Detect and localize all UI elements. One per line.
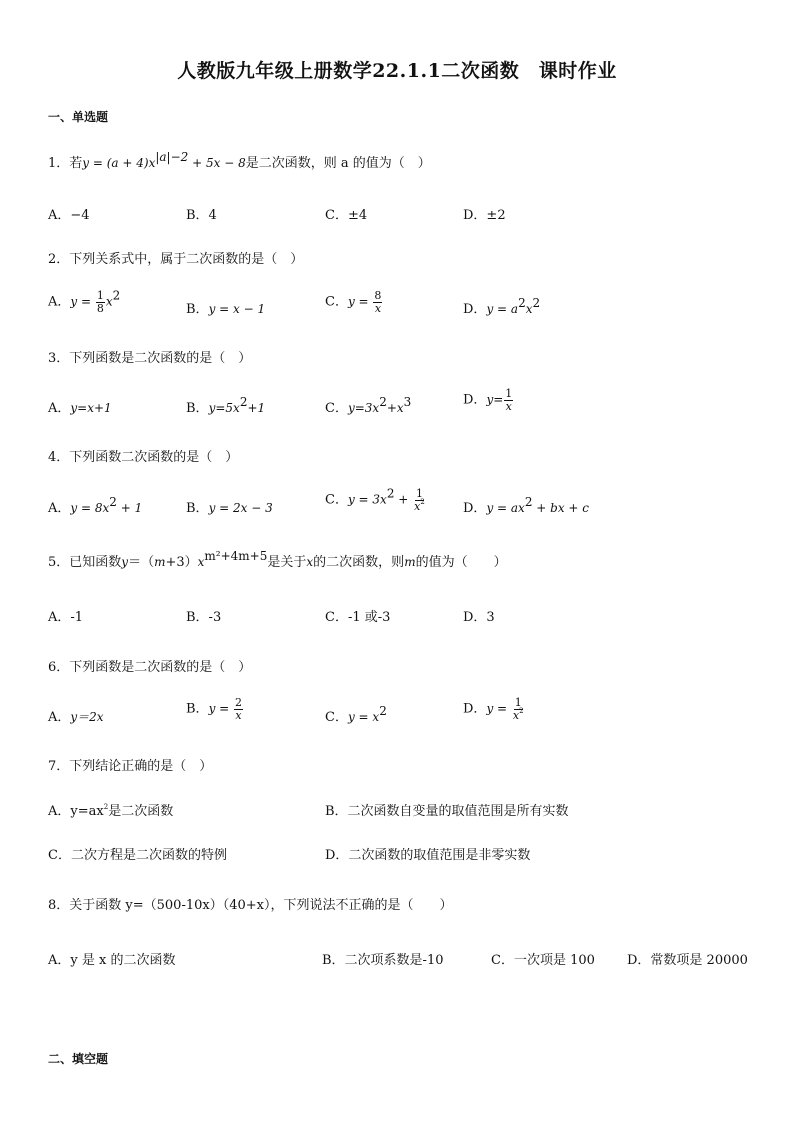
q6-option-d-fraction bbox=[512, 697, 525, 721]
q1-number: 1．若 bbox=[48, 156, 83, 171]
q5-option-d[interactable]: D．3 bbox=[463, 610, 495, 625]
q7-option-a-post: 是二次函数 bbox=[108, 804, 174, 819]
q6-option-c-label: C． bbox=[325, 710, 348, 725]
q6-option-d-label: D． bbox=[463, 701, 487, 717]
q6-option-a[interactable] bbox=[48, 706, 104, 725]
q2-option-a-label: A． bbox=[48, 294, 71, 310]
q2-option-c-label: C． bbox=[325, 294, 348, 310]
question-1 bbox=[48, 152, 431, 171]
fraction-denominator: x bbox=[374, 301, 382, 315]
fraction-denominator bbox=[512, 706, 525, 722]
q4-option-b[interactable] bbox=[186, 497, 273, 516]
q4-option-c-fraction bbox=[413, 488, 426, 512]
q6-option-b[interactable] bbox=[186, 697, 244, 721]
q4-option-c-mid: + bbox=[394, 492, 413, 507]
q8-option-b[interactable]: B．二次项系数是-10 bbox=[322, 953, 444, 968]
fraction-denominator bbox=[413, 497, 426, 513]
q3-option-c-exp2: 3 bbox=[403, 395, 412, 409]
q3-option-c-mid: +x bbox=[386, 401, 404, 415]
question-2: 2．下列关系式中，属于二次函数的是（ ） bbox=[48, 252, 304, 267]
fraction-numerator: 8 bbox=[374, 289, 382, 302]
question-7: 7．下列结论正确的是（ ） bbox=[48, 759, 213, 774]
q2-option-c-pre: y = bbox=[347, 294, 373, 309]
q4-option-a[interactable] bbox=[48, 497, 142, 516]
fraction-denominator-var: x bbox=[512, 708, 520, 722]
q6-option-c[interactable] bbox=[325, 706, 387, 725]
q4-option-d-post: + bx + c bbox=[532, 501, 590, 515]
q3-option-b-label: B． bbox=[186, 401, 209, 416]
fraction-denominator: x bbox=[505, 399, 512, 413]
q7-option-b[interactable]: B．二次函数自变量的取值范围是所有实数 bbox=[325, 804, 569, 819]
q7-option-c[interactable]: C．二次方程是二次函数的特例 bbox=[48, 848, 227, 863]
q6-option-b-label: B． bbox=[186, 701, 209, 717]
q3-option-d-pre: y= bbox=[486, 392, 504, 407]
q3-option-c-pre: y=3x bbox=[347, 401, 380, 415]
q4-option-d-pre: y = ax bbox=[486, 501, 525, 515]
q3-option-b-exp: 2 bbox=[239, 395, 248, 409]
q4-option-a-label: A． bbox=[48, 501, 71, 516]
q7-option-a-pre: A．y=ax bbox=[48, 804, 104, 819]
q4-option-a-pre: y = 8x bbox=[70, 501, 110, 515]
question-5 bbox=[48, 551, 507, 570]
q3-option-c-exp1: 2 bbox=[379, 395, 387, 409]
q1-exponent: |a|−2 bbox=[155, 150, 189, 164]
q5-text-d: 是关于 bbox=[267, 555, 307, 570]
q3-option-d[interactable] bbox=[463, 388, 514, 412]
question-6: 6．下列函数是二次函数的是（ ） bbox=[48, 660, 252, 675]
q5-option-b[interactable]: B．-3 bbox=[186, 610, 222, 625]
fraction-numerator: 1 bbox=[505, 387, 513, 400]
q3-option-b-pre: y=5x bbox=[208, 401, 240, 415]
q6-option-b-fraction bbox=[234, 697, 243, 721]
q8-option-c[interactable]: C．一次项是 100 bbox=[491, 953, 595, 968]
q2-option-d-exp1: 2 bbox=[518, 296, 526, 310]
q5-exponent: m²+4m+5 bbox=[204, 549, 268, 563]
q4-option-b-label: B． bbox=[186, 501, 209, 516]
fraction-denominator: 8 bbox=[96, 301, 104, 315]
q6-option-c-pre: y = x bbox=[347, 710, 380, 724]
q1-text: 是二次函数，则 a 的值为（ ） bbox=[245, 156, 431, 171]
fraction-denominator: x bbox=[235, 708, 242, 722]
q1-option-d[interactable]: D．±2 bbox=[463, 208, 506, 223]
q1-option-b[interactable]: B．4 bbox=[186, 208, 217, 223]
q7-option-a-exp: 2 bbox=[103, 803, 109, 811]
q5-var-x2: x bbox=[306, 555, 314, 569]
q4-option-a-post: + 1 bbox=[116, 501, 143, 515]
fraction-denominator-exp: 2 bbox=[519, 706, 524, 715]
q2-option-d-label: D． bbox=[463, 302, 487, 317]
q3-option-b-post: +1 bbox=[247, 401, 266, 415]
q6-option-a-label: A． bbox=[48, 710, 71, 725]
question-4: 4．下列函数二次函数的是（ ） bbox=[48, 450, 239, 465]
page-title: 人教版九年级上册数学22.1.1二次函数 课时作业 bbox=[177, 60, 617, 82]
q4-option-c-pre: y = 3x bbox=[347, 492, 387, 507]
q4-option-d[interactable] bbox=[463, 497, 589, 516]
q2-option-b[interactable] bbox=[186, 298, 265, 317]
q4-option-d-exp: 2 bbox=[524, 495, 533, 509]
q4-option-c-exp: 2 bbox=[386, 486, 395, 501]
fraction-denominator-var: x bbox=[414, 499, 421, 513]
q5-var-y: y bbox=[121, 555, 129, 569]
q2-option-d[interactable] bbox=[463, 298, 540, 317]
q2-option-c[interactable] bbox=[325, 290, 383, 314]
q3-option-b[interactable] bbox=[186, 397, 265, 416]
q1-formula-b: + 5x − 8 bbox=[188, 156, 246, 170]
section-heading-fill-in: 二、填空题 bbox=[48, 1052, 109, 1066]
q5-text-f: 的值为（ ） bbox=[415, 555, 507, 570]
q5-option-c[interactable]: C．-1 或-3 bbox=[325, 610, 391, 625]
q2-option-b-label: B． bbox=[186, 302, 209, 317]
question-8: 8．关于函数 y=（500-10x）（40+x），下列说法不正确的是（ ） bbox=[48, 898, 453, 913]
fraction-numerator: 1 bbox=[416, 487, 423, 500]
q2-option-a-fraction bbox=[96, 290, 105, 314]
q2-option-a-exp: 2 bbox=[112, 288, 121, 303]
q2-option-d-pre: y = a bbox=[486, 302, 519, 316]
q3-option-c[interactable] bbox=[325, 397, 411, 416]
section-heading-single-choice: 一、单选题 bbox=[48, 110, 109, 124]
fraction-numerator: 1 bbox=[96, 289, 104, 302]
q3-option-d-fraction bbox=[504, 388, 513, 412]
q7-option-a[interactable] bbox=[48, 800, 173, 819]
q2-option-a-pre: y = bbox=[70, 294, 95, 309]
q1-formula-a: y = (a + 4)x bbox=[82, 156, 156, 170]
q4-option-b-formula: y = 2x − 3 bbox=[208, 501, 273, 515]
q4-option-c-label: C． bbox=[325, 492, 348, 508]
q8-option-d[interactable]: D．常数项是 20000 bbox=[627, 953, 748, 968]
fraction-numerator: 1 bbox=[514, 696, 522, 709]
q2-option-a-var: x bbox=[105, 294, 113, 309]
question-3: 3．下列函数是二次函数的是（ ） bbox=[48, 351, 252, 366]
q3-option-a[interactable] bbox=[48, 397, 112, 416]
q2-option-d-exp2: 2 bbox=[532, 296, 541, 310]
q6-option-a-formula: y＝2x bbox=[70, 710, 104, 724]
q6-option-b-pre: y = bbox=[208, 701, 234, 716]
q3-option-d-label: D． bbox=[463, 392, 487, 408]
q2-option-d-var: x bbox=[525, 302, 533, 316]
q5-text-c: +3） bbox=[165, 555, 198, 570]
q4-option-a-exp: 2 bbox=[109, 495, 117, 509]
q1-option-c[interactable]: C．±4 bbox=[325, 208, 368, 223]
q5-text-a: 5．已知函数 bbox=[48, 555, 122, 570]
fraction-denominator-exp: 2 bbox=[420, 497, 425, 506]
q5-text-e: 的二次函数，则 bbox=[313, 555, 405, 570]
q8-option-a[interactable]: A．y 是 x 的二次函数 bbox=[48, 953, 176, 968]
q2-option-a[interactable] bbox=[48, 290, 120, 314]
q5-var-m: m bbox=[154, 555, 166, 569]
q5-text-b: ＝（ bbox=[128, 555, 155, 570]
q5-option-a[interactable]: A．-1 bbox=[48, 610, 84, 625]
q6-option-d[interactable] bbox=[463, 697, 526, 721]
q6-option-d-pre: y = bbox=[486, 701, 511, 716]
q2-option-c-fraction bbox=[373, 290, 382, 314]
q4-option-d-label: D． bbox=[463, 501, 487, 516]
q1-option-a[interactable]: A．−4 bbox=[48, 208, 90, 223]
fraction-numerator: 2 bbox=[235, 696, 243, 709]
q4-option-c[interactable] bbox=[325, 488, 427, 512]
q5-var-x: x bbox=[197, 555, 205, 569]
q6-option-c-exp: 2 bbox=[379, 704, 387, 718]
q7-option-d[interactable]: D．二次函数的取值范围是非零实数 bbox=[325, 848, 531, 863]
q3-option-a-label: A． bbox=[48, 401, 71, 416]
q5-var-m2: m bbox=[404, 555, 416, 569]
q3-option-c-label: C． bbox=[325, 401, 348, 416]
q2-option-b-formula: y = x − 1 bbox=[208, 302, 266, 316]
q3-option-a-formula: y=x+1 bbox=[70, 401, 112, 415]
